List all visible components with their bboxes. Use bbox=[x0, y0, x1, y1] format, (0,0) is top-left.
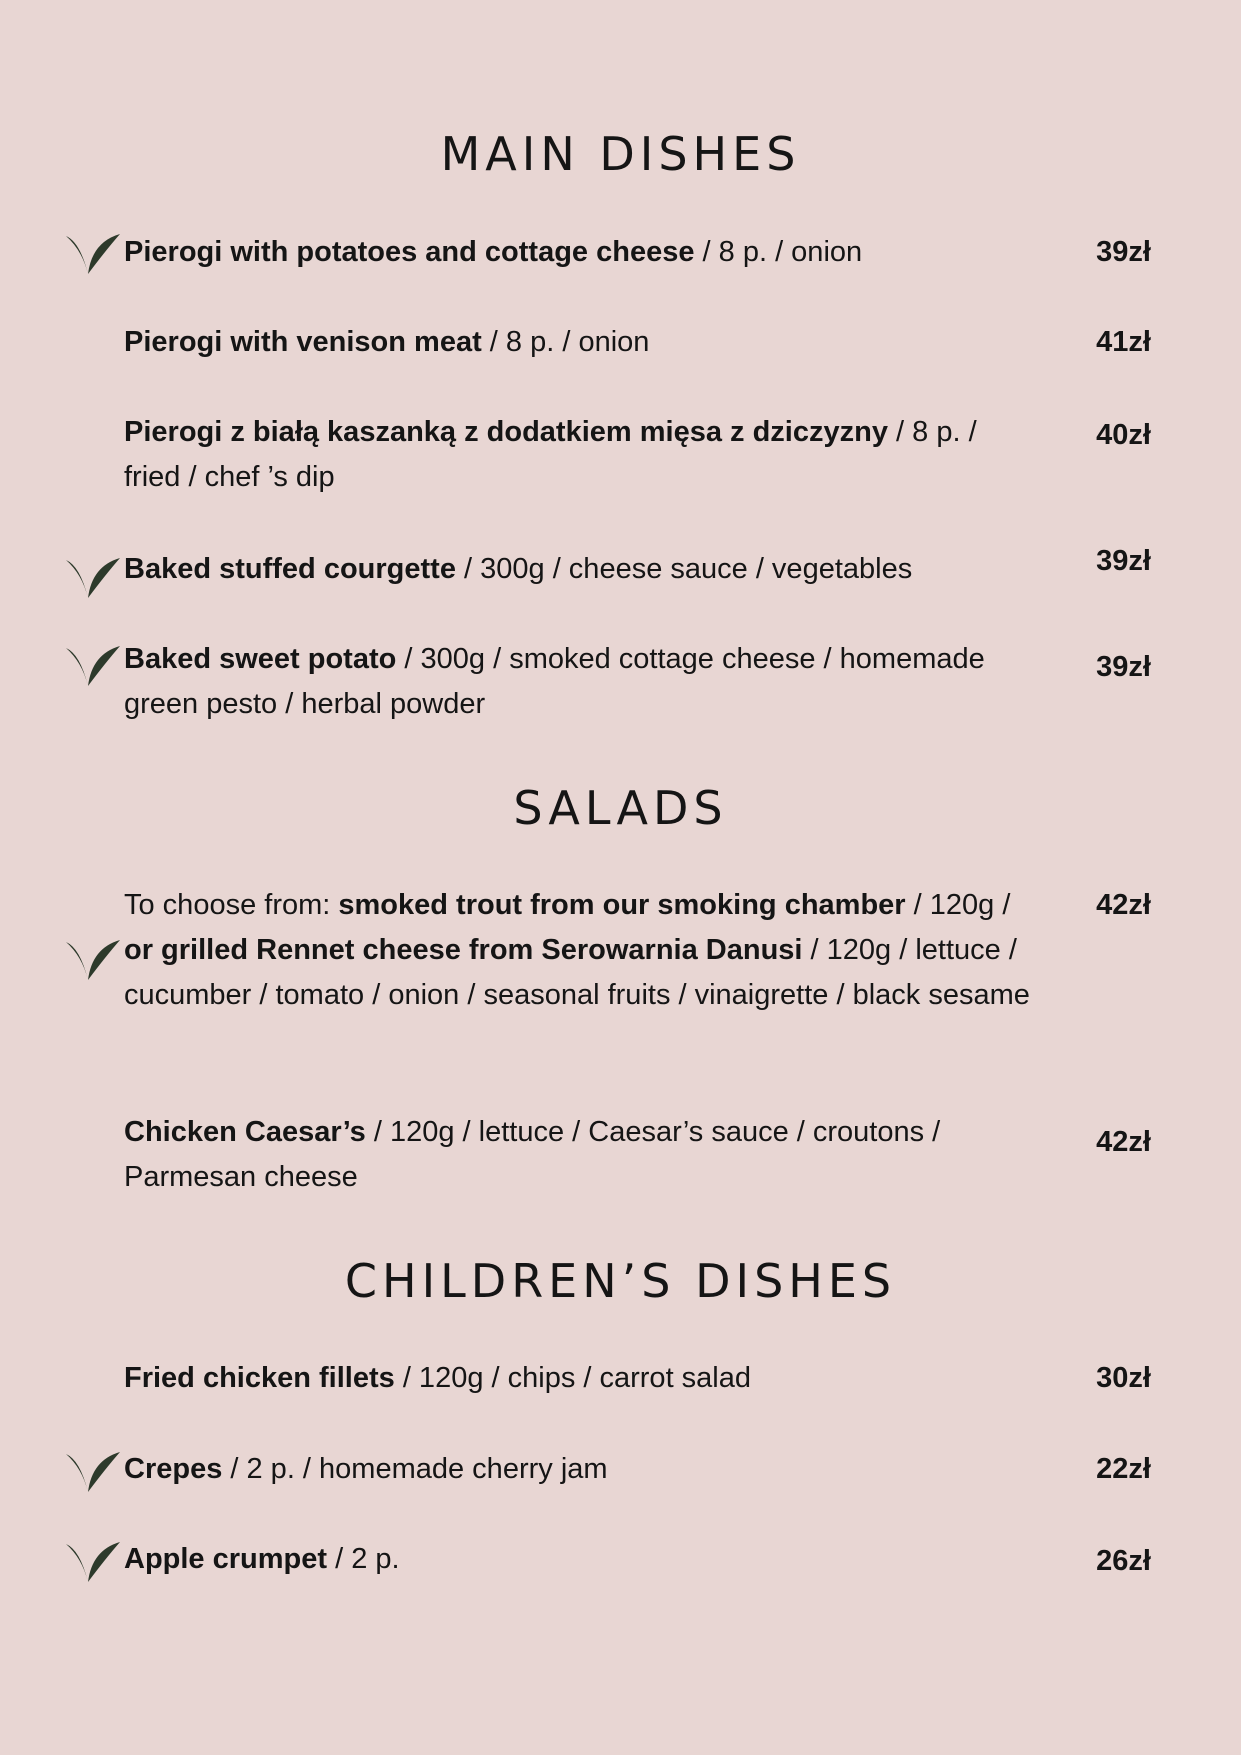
item-price: 39zł bbox=[1096, 651, 1151, 683]
item-price: 42zł bbox=[1096, 1126, 1151, 1158]
menu-item bbox=[124, 547, 1034, 592]
item-name: smoked trout from our smoking chamber bbox=[338, 889, 906, 921]
menu-item bbox=[124, 883, 1034, 1018]
menu-item bbox=[124, 1537, 1034, 1582]
item-name: Pierogi with venison meat bbox=[124, 326, 482, 358]
item-prefix: To choose from: bbox=[124, 889, 339, 921]
item-price: 40zł bbox=[1096, 419, 1151, 451]
item-name: Crepes bbox=[124, 1453, 223, 1485]
menu-item bbox=[124, 637, 1034, 727]
section-title-main-dishes: MAIN DISHES bbox=[440, 127, 801, 181]
item-price: 42zł bbox=[1096, 889, 1151, 921]
leaf-icon bbox=[62, 1446, 124, 1496]
item-price: 39zł bbox=[1096, 545, 1151, 577]
item-name: Fried chicken fillets bbox=[124, 1362, 395, 1394]
item-description: / 2 p. / homemade cherry jam bbox=[222, 1453, 608, 1485]
item-description: / 8 p. / fried / chef ’s dip bbox=[124, 416, 977, 493]
menu-item bbox=[124, 1447, 1034, 1492]
menu-item bbox=[124, 410, 1034, 500]
item-price: 41zł bbox=[1096, 326, 1151, 358]
menu-item bbox=[124, 1356, 1034, 1401]
leaf-icon bbox=[62, 640, 124, 690]
leaf-icon bbox=[62, 934, 124, 984]
menu-item bbox=[124, 320, 1034, 365]
item-name: Baked sweet potato bbox=[124, 643, 397, 675]
item-name-alt: or grilled Rennet cheese from Serowarnia Danusi bbox=[124, 934, 803, 966]
item-description-alt: / 120g / lettuce / cucumber / tomato / onion / seasonal fruits / vinaigrette / black sesame bbox=[124, 934, 1030, 1011]
section-title-childrens-dishes: CHILDREN’S DISHES bbox=[344, 1254, 897, 1308]
leaf-icon bbox=[62, 1536, 124, 1586]
item-description: / 2 p. bbox=[327, 1543, 400, 1575]
item-name: Pierogi z białą kaszanką z dodatkiem mięsa z dziczyzny bbox=[124, 416, 888, 448]
menu-item bbox=[124, 230, 1034, 275]
item-description: / 300g / smoked cottage cheese / homemade green pesto / herbal powder bbox=[124, 643, 985, 720]
section-title-salads: SALADS bbox=[513, 781, 728, 835]
item-description: / 8 p. / onion bbox=[694, 236, 863, 268]
item-name: Apple crumpet bbox=[124, 1543, 328, 1575]
item-description: / 300g / cheese sauce / vegetables bbox=[455, 553, 913, 585]
item-description: / 120g / chips / carrot salad bbox=[394, 1362, 752, 1394]
item-description: / 120g / lettuce / Caesar’s sauce / croutons / Parmesan cheese bbox=[124, 1116, 941, 1193]
item-name: Pierogi with potatoes and cottage cheese bbox=[124, 236, 695, 268]
menu-item bbox=[124, 1110, 1034, 1200]
leaf-icon bbox=[62, 228, 124, 278]
item-name: Chicken Caesar’s bbox=[124, 1116, 366, 1148]
item-description: / 120g / bbox=[905, 889, 1011, 921]
leaf-icon bbox=[62, 552, 124, 602]
item-price: 22zł bbox=[1096, 1453, 1151, 1485]
item-name: Baked stuffed courgette bbox=[124, 553, 456, 585]
item-price: 30zł bbox=[1096, 1362, 1151, 1394]
item-description: / 8 p. / onion bbox=[481, 326, 650, 358]
item-price: 39zł bbox=[1096, 236, 1151, 268]
item-price: 26zł bbox=[1096, 1545, 1151, 1577]
